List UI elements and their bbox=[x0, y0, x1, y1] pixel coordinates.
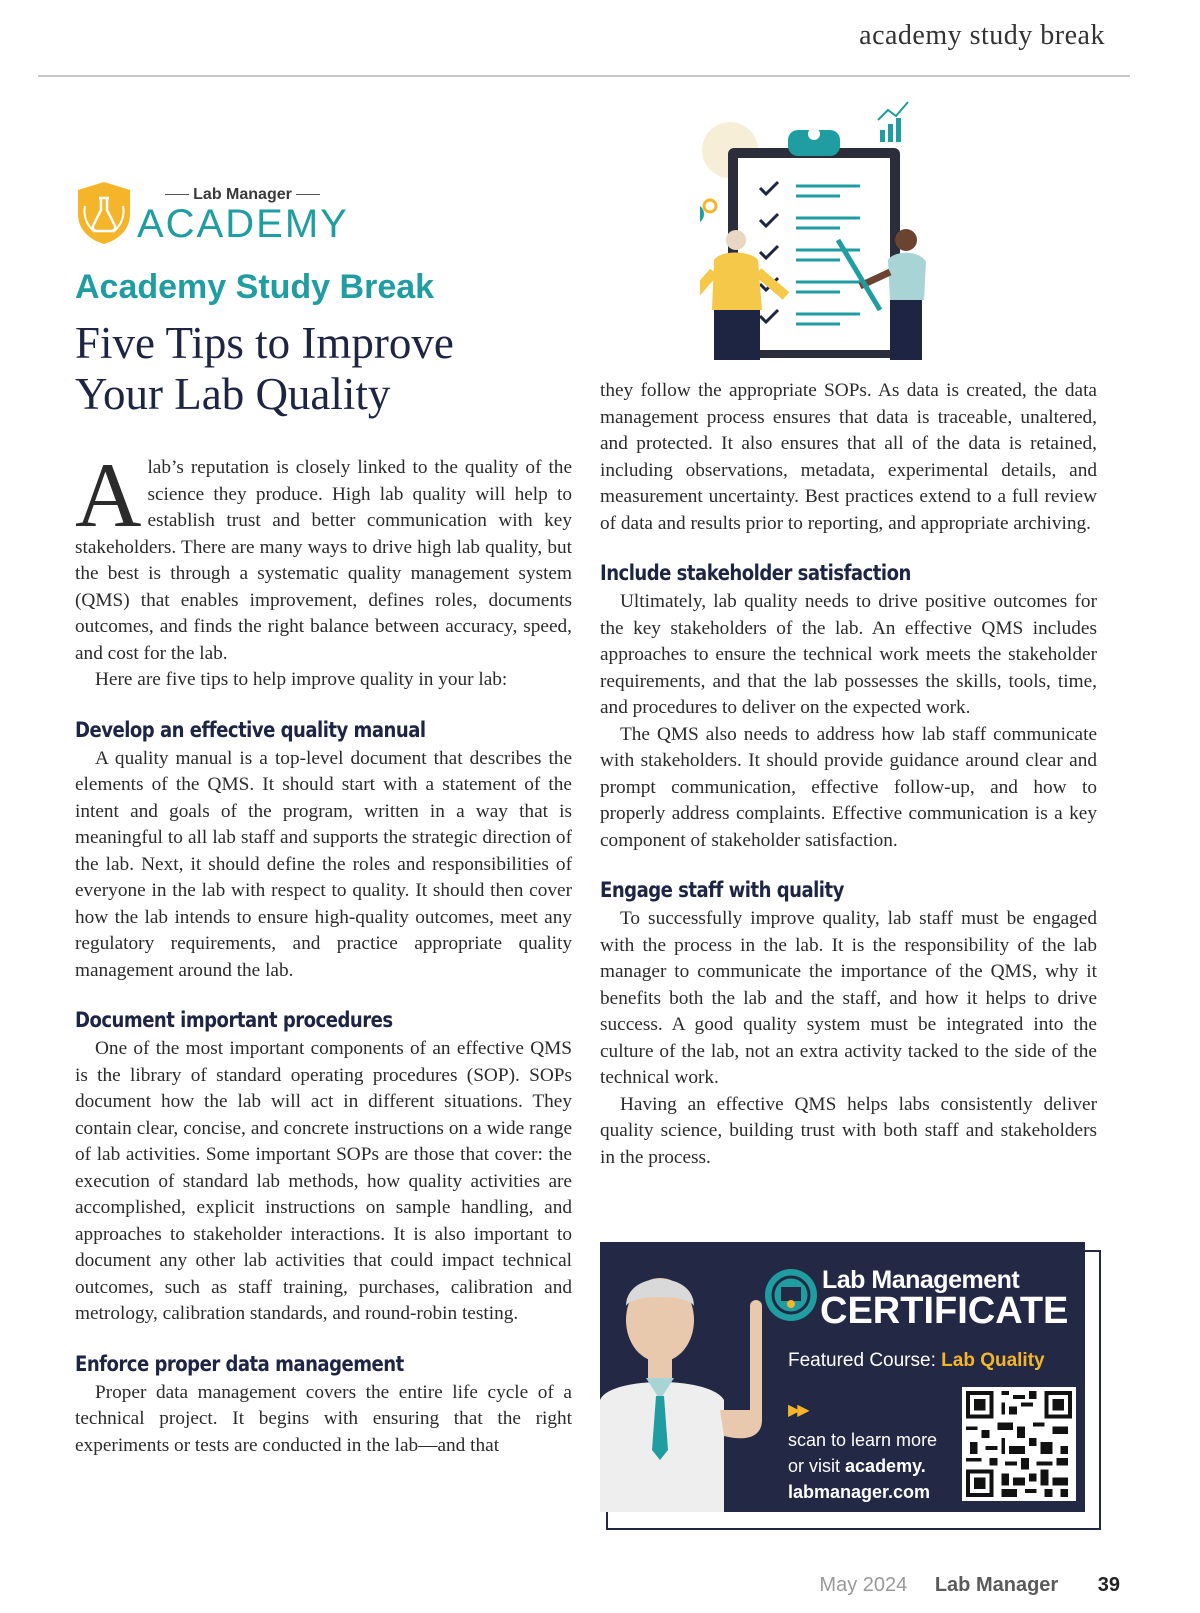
flask-shield-icon bbox=[75, 180, 133, 246]
certificate-badge-icon bbox=[764, 1268, 818, 1322]
academy-url-part-2[interactable]: labmanager.com bbox=[788, 1482, 931, 1502]
section-heading-engage-staff: Engage staff with quality bbox=[600, 878, 844, 902]
section-heading-stakeholder: Include stakeholder satisfaction bbox=[600, 561, 911, 585]
section-paragraph: One of the most important components of an effective QMS is the library of standard operating procedures (SOP). SOPs document how the lab will act in different situations. They contain clear, concise, and concrete instructions on a wide range of lab activities. Some important SOPs are those that cover: the execution of standard lab methods, how quality activities are accomplished, explicit instructions on sample handling, and approaches to stakeholder interactions. It is also important to document any other lab activities that could impact technical outcomes, such as staff training, purchases, calibration and metrology, calibration standards, and round-robin testing. bbox=[75, 1038, 572, 1324]
intro-text: lab’s reputation is closely linked to the quality of the science they produce. High lab quality will help to establish trust and better communication with key stakeholders. There are many ways to drive high lab quality, but the best is through a systematic quality management system (QMS) that enables improvement, defines roles, documents outcomes, and finds the right balance between accuracy, speed, and cost for the lab. bbox=[75, 457, 572, 664]
header-divider bbox=[38, 75, 1130, 77]
academy-url-part-1[interactable]: academy. bbox=[845, 1456, 926, 1476]
intro-paragraph-2: Here are five tips to help improve quality in your lab: bbox=[95, 669, 508, 690]
article-column-left bbox=[75, 444, 572, 1459]
drop-cap: A bbox=[75, 444, 142, 546]
logo-academy-text: ACADEMY bbox=[137, 202, 349, 246]
featured-course bbox=[788, 1350, 1045, 1372]
clipboard-checklist-illustration bbox=[700, 100, 960, 360]
section-label: academy study break bbox=[859, 20, 1105, 51]
intro-paragraph bbox=[75, 444, 572, 667]
logo-brand-text: Lab Manager bbox=[150, 186, 335, 204]
section-paragraph: Ultimately, lab quality needs to drive positive outcomes for the key stakeholders of the lab. An effective QMS includes approaches to ensure the technical work meets the stakeholder requirements, and that the lab possesses the skills, tools, time, and procedures to deliver on the expected work. bbox=[600, 591, 1097, 718]
section-paragraph: To successfully improve quality, lab staff must be engaged with the process in the lab. It is the responsibility of the lab manager to communicate the importance of the QMS, why it benefits both the lab and the staff, and how it helps to drive success. A good quality system must be integrated into the culture of the lab, not an extra activity tacked to the side of the technical work. bbox=[600, 908, 1097, 1088]
magazine-name: Lab Manager bbox=[934, 1574, 1059, 1596]
article-kicker: Academy Study Break bbox=[75, 268, 435, 306]
certificate-ad[interactable] bbox=[600, 1242, 1085, 1512]
double-arrow-icon: ▶▶ bbox=[788, 1400, 807, 1419]
issue-date: May 2024 bbox=[819, 1574, 908, 1596]
section-heading-quality-manual: Develop an effective quality manual bbox=[75, 717, 426, 742]
scan-text: scan to learn more bbox=[788, 1430, 938, 1450]
certificate-cta[interactable] bbox=[788, 1427, 968, 1505]
section-heading-data-management: Enforce proper data management bbox=[75, 1351, 404, 1376]
section-paragraph: Proper data management covers the entire life cycle of a technical project. It begins with ensuring that the right experiments or tests are conducted in the lab—and that bbox=[75, 1381, 572, 1456]
featured-course-name: Lab Quality bbox=[941, 1350, 1045, 1371]
title-line-1: Five Tips to Improve bbox=[75, 318, 454, 368]
section-paragraph: The QMS also needs to address how lab staff communicate with stakeholders. It should provide guidance around clear and prompt communication, effective follow-up, and how to properly address complaints. Effective communication is a key component of stakeholder satisfaction. bbox=[600, 723, 1097, 851]
lab-manager-academy-logo bbox=[75, 180, 349, 250]
section-paragraph-continued: they follow the appropriate SOPs. As data is created, the data management process ensures that data is traceable, unaltered, and protected. It also ensures that all of the data is retained, including observations, metadata, experimental details, and measurement uncertainty. Best practices extend to a full review of data and results prior to reporting, and appropriate archiving. bbox=[600, 380, 1097, 534]
certificate-title-line-2: CERTIFICATE bbox=[820, 1290, 1069, 1332]
visit-prefix: or visit bbox=[788, 1456, 841, 1476]
article-title bbox=[75, 318, 555, 420]
section-paragraph: A quality manual is a top-level document that describes the elements of the QMS. It should start with a statement of the intent and goals of the program, written in a way that is meaningful to all lab staff and supports the strategic direction of the lab. Next, it should define the roles and responsibilities of everyone in the lab with respect to quality. It should then cover how the lab intends to ensure high-quality outcomes, meet any regulatory requirements, and practice appropriate quality management around the lab. bbox=[75, 747, 572, 981]
article-column-right bbox=[600, 378, 1097, 1171]
page-number: 39 bbox=[1097, 1574, 1120, 1596]
featured-course-label: Featured Course: bbox=[788, 1350, 936, 1371]
certificate-title-line-1: Lab Management bbox=[822, 1266, 1020, 1294]
section-heading-procedures: Document important procedures bbox=[75, 1008, 393, 1032]
page-footer bbox=[819, 1574, 1120, 1597]
section-paragraph: Having an effective QMS helps labs consistently deliver quality science, building trust with both staff and stakeholders in the process. bbox=[600, 1093, 1097, 1168]
qr-code[interactable] bbox=[962, 1387, 1076, 1501]
title-line-2: Your Lab Quality bbox=[75, 369, 391, 419]
